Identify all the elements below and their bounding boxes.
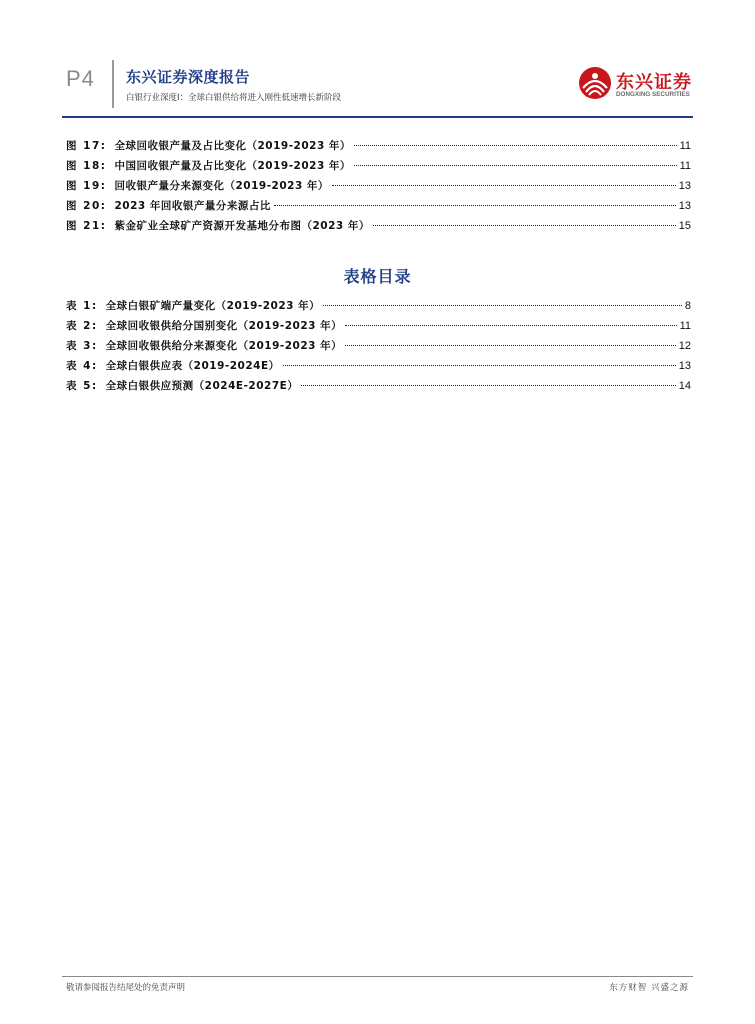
table-page: 13 bbox=[678, 360, 691, 372]
company-logo bbox=[578, 66, 690, 104]
footer-disclaimer: 敬请参阅报告结尾处的免责声明 bbox=[66, 983, 186, 993]
figure-page: 11 bbox=[679, 160, 691, 172]
table-label: 表 5: bbox=[66, 380, 98, 392]
table-label: 表 1: bbox=[66, 300, 98, 312]
dot-leader bbox=[373, 225, 676, 226]
table-label: 表 2: bbox=[66, 320, 98, 332]
table-entry[interactable] bbox=[66, 378, 691, 396]
table-title: 全球白银矿端产量变化（2019-2023 年） bbox=[105, 300, 321, 312]
figure-title: 回收银产量分来源变化（2019-2023 年） bbox=[114, 180, 329, 192]
table-title: 全球回收银供给分国别变化（2019-2023 年） bbox=[105, 320, 343, 332]
page-number: P4 bbox=[66, 66, 95, 91]
table-entry[interactable] bbox=[66, 318, 691, 336]
table-title: 全球白银供应表（2019-2024E） bbox=[105, 360, 280, 372]
figure-entry[interactable] bbox=[66, 198, 691, 216]
table-label: 表 4: bbox=[66, 360, 98, 372]
footer-rule bbox=[62, 976, 693, 977]
figure-entry[interactable] bbox=[66, 158, 691, 176]
figure-entry[interactable] bbox=[66, 178, 691, 196]
dot-leader bbox=[345, 325, 676, 326]
figure-label: 图 17: bbox=[66, 140, 107, 152]
figure-label: 图 19: bbox=[66, 180, 107, 192]
figure-page: 13 bbox=[678, 200, 691, 212]
figure-title: 中国回收银产量及占比变化（2019-2023 年） bbox=[114, 160, 351, 172]
dot-leader bbox=[345, 345, 676, 346]
dot-leader bbox=[301, 385, 675, 386]
page-header bbox=[0, 0, 755, 125]
report-title: 东兴证券深度报告 bbox=[126, 68, 251, 86]
table-label: 表 3: bbox=[66, 340, 98, 352]
report-subtitle: 白银行业深度I：全球白银供给将进入刚性低速增长新阶段 bbox=[126, 93, 342, 103]
footer-slogan: 东方财智 兴盛之源 bbox=[609, 983, 689, 993]
dot-leader bbox=[354, 145, 677, 146]
logo-english-name: DONGXING SECURITIES bbox=[616, 91, 690, 98]
figure-title: 2023 年回收银产量分来源占比 bbox=[114, 200, 271, 212]
table-entry[interactable] bbox=[66, 338, 691, 356]
figure-page: 15 bbox=[678, 220, 691, 232]
figure-entry[interactable] bbox=[66, 218, 691, 236]
figure-entry[interactable] bbox=[66, 138, 691, 156]
figure-label: 图 20: bbox=[66, 200, 107, 212]
figure-label: 图 18: bbox=[66, 160, 107, 172]
table-entry[interactable] bbox=[66, 358, 691, 376]
dot-leader bbox=[354, 165, 677, 166]
table-page: 14 bbox=[678, 380, 691, 392]
logo-mark-icon bbox=[578, 66, 612, 100]
table-page: 11 bbox=[679, 320, 691, 332]
header-rule bbox=[62, 116, 693, 118]
dot-leader bbox=[283, 365, 676, 366]
dot-leader bbox=[274, 205, 676, 206]
table-title: 全球白银供应预测（2024E-2027E） bbox=[105, 380, 299, 392]
figure-label: 图 21: bbox=[66, 220, 107, 232]
table-page: 8 bbox=[684, 300, 691, 312]
table-entry[interactable] bbox=[66, 298, 691, 316]
dot-leader bbox=[323, 305, 682, 306]
tables-section-heading: 表格目录 bbox=[343, 267, 412, 286]
table-page: 12 bbox=[678, 340, 691, 352]
figure-page: 13 bbox=[678, 180, 691, 192]
header-divider bbox=[112, 60, 114, 108]
logo-chinese-name: 东兴证券 bbox=[616, 72, 692, 93]
figure-title: 紫金矿业全球矿产资源开发基地分布图（2023 年） bbox=[114, 220, 370, 232]
figure-page: 11 bbox=[679, 140, 691, 152]
dot-leader bbox=[332, 185, 676, 186]
figure-title: 全球回收银产量及占比变化（2019-2023 年） bbox=[114, 140, 351, 152]
table-title: 全球回收银供给分来源变化（2019-2023 年） bbox=[105, 340, 343, 352]
